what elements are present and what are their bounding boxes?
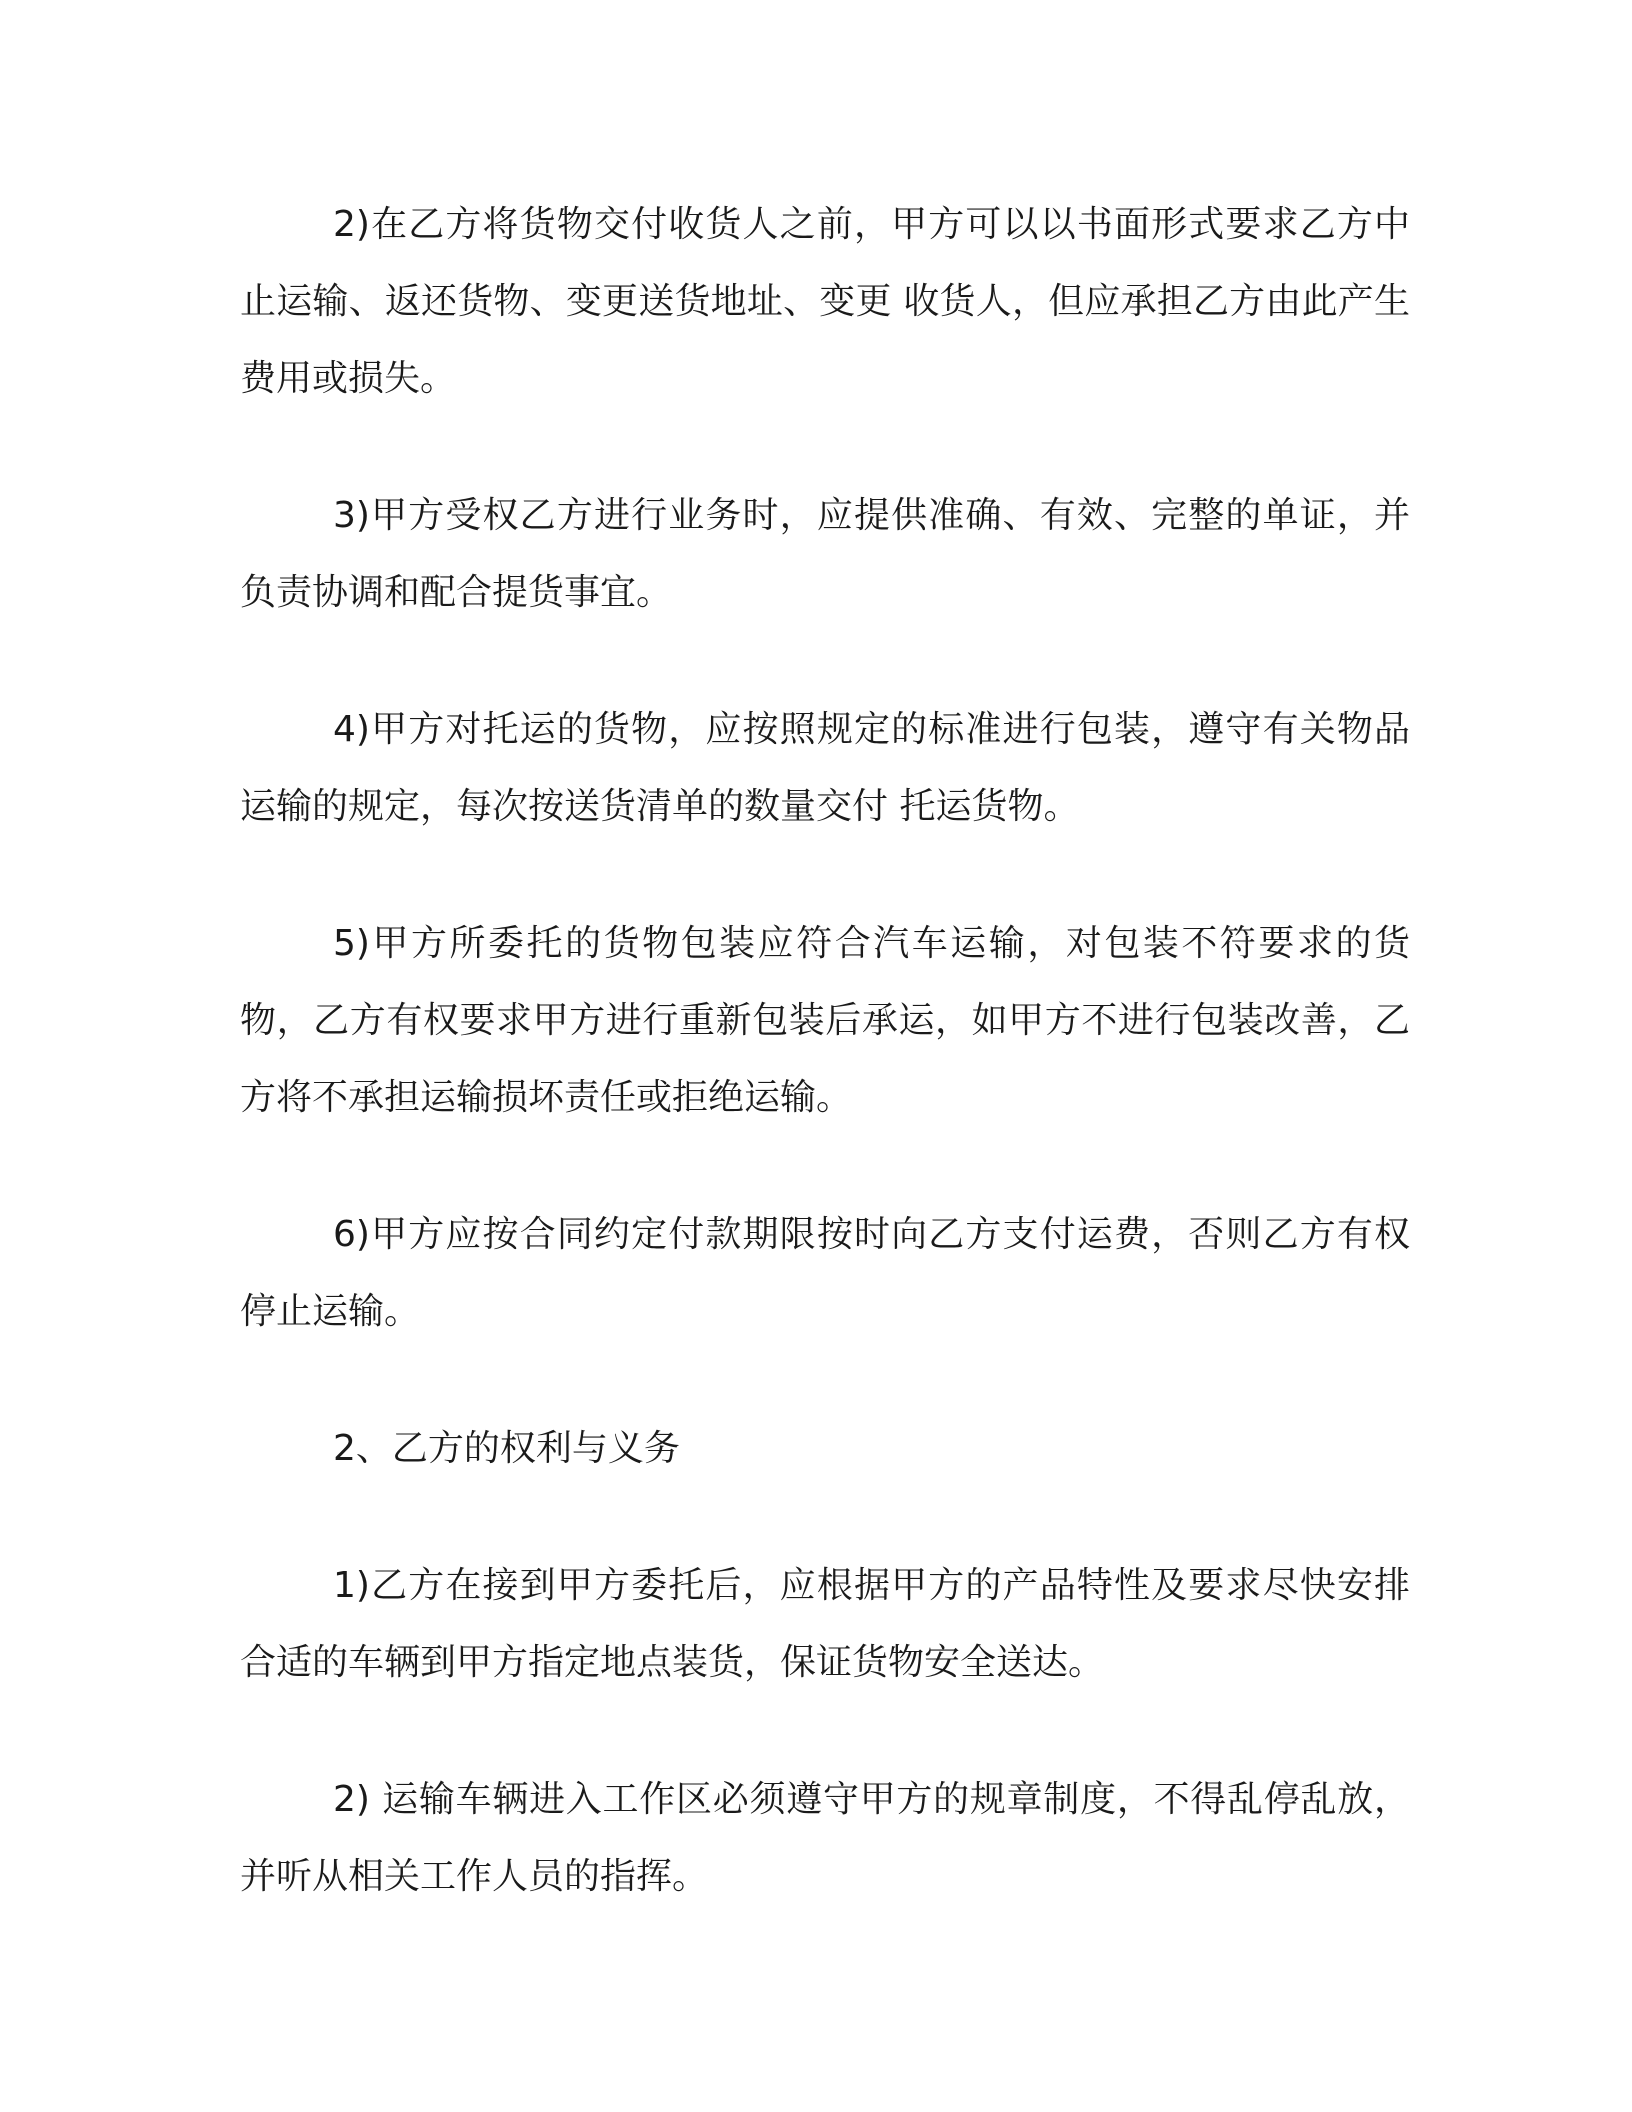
clause-paragraph: 3)甲方受权乙方进行业务时，应提供准确、有效、完整的单证，并负责协调和配合提货事宜。 [240, 495, 1410, 613]
document-body [240, 186, 1410, 1975]
clause-paragraph: 2) 运输车辆进入工作区必须遵守甲方的规章制度，不得乱停乱放，并听从相关工作人员的指挥。 [240, 1779, 1410, 1897]
clause-paragraph: 6)甲方应按合同约定付款期限按时向乙方支付运费，否则乙方有权停止运输。 [240, 1214, 1410, 1332]
clause-paragraph: 2)在乙方将货物交付收货人之前，甲方可以以书面形式要求乙方中止运输、返还货物、变更送货地址、变更 收货人，但应承担乙方由此产生费用或损失。 [240, 204, 1410, 399]
clause-paragraph: 1)乙方在接到甲方委托后，应根据甲方的产品特性及要求尽快安排合适的车辆到甲方指定地点装货，保证货物安全送达。 [240, 1565, 1410, 1683]
clause-paragraph: 4)甲方对托运的货物，应按照规定的标准进行包装，遵守有关物品运输的规定，每次按送货清单的数量交付 托运货物。 [240, 709, 1410, 827]
section-heading: 2、乙方的权利与义务 [333, 1428, 680, 1469]
clause-paragraph: 5)甲方所委托的货物包装应符合汽车运输，对包装不符要求的货物，乙方有权要求甲方进行重新包装后承运，如甲方不进行包装改善，乙方将不承担运输损坏责任或拒绝运输。 [240, 923, 1410, 1118]
